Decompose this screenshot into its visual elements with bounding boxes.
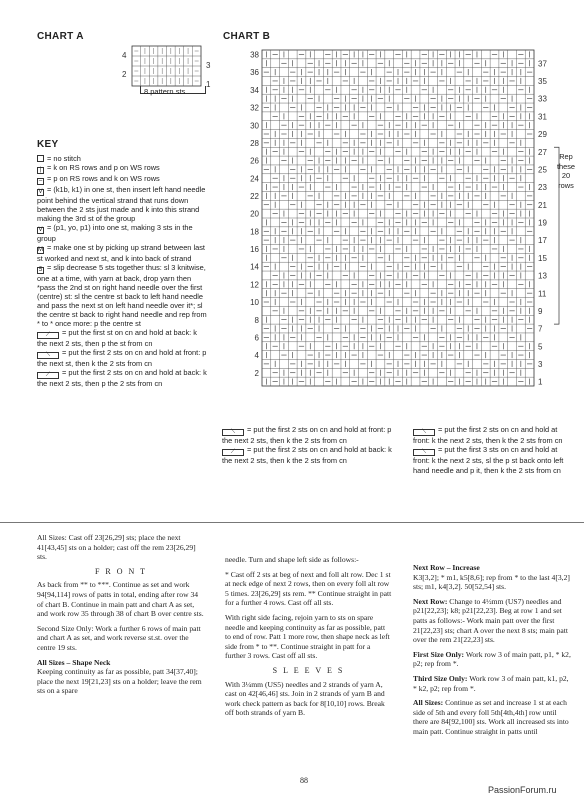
chart-b-row-number: 1: [538, 377, 543, 387]
chart-b-row-number: 8: [254, 315, 259, 325]
chart-b-row-number: 5: [538, 342, 543, 352]
chart-b: [216, 44, 584, 390]
chart-b-row-number: 12: [250, 280, 259, 290]
chart-b-row-number: 9: [538, 306, 543, 316]
chart-b-row-number: 2: [254, 368, 259, 378]
chart-b-row-number: 15: [538, 253, 547, 263]
chart-b-row-number: 27: [538, 147, 547, 157]
divider: [0, 522, 584, 523]
make-one-icon: M: [38, 247, 43, 253]
legend-item: ⟍ = put the first 2 sts on cn and hold at front: p the next 2 sts, then k the 2 sts from cn: [222, 425, 392, 445]
second-size-para: Second Size Only: Work a further 6 rows of main patt and chart A as set, and work reverse st.st. over the centre 19 sts.: [37, 623, 201, 652]
key-item: M = make one st by picking up strand between last st worked and next st, and k into back of strand: [37, 243, 205, 263]
purl-icon: –: [38, 178, 43, 184]
chart-b-row-number: 18: [250, 227, 259, 237]
key-item: | = k on RS rows and p on WS rows: [37, 163, 209, 174]
chart-b-row-number: 31: [538, 112, 547, 122]
decrease-5-icon: 5: [38, 267, 43, 273]
chart-b-row-number: 16: [250, 245, 259, 255]
cable-back-3-icon: ⟋: [37, 332, 59, 339]
chart-b-row-number: 13: [538, 271, 547, 281]
chart-a-repeat-label: 8 pattern sts: [144, 87, 186, 96]
cable-front-4k-icon: ⟍: [413, 429, 435, 436]
no-stitch-icon: [37, 155, 44, 162]
next-row-para: Next Row: Change to 4½mm (US7) needles and p21[22,23]; k8; p21[22,23]. Beg at row 1 and set patts as follows:- Work main patt over the first 21[22,23] sts; chart A over the next 8 sts; main patt over the rem 21[22,23] sts.: [413, 596, 569, 645]
first-size-para: First Size Only: Work row 3 of main patt, p1, * k2, p2; rep from *.: [413, 649, 571, 669]
key-title: KEY: [37, 139, 59, 150]
chart-b-row-number: 35: [538, 77, 547, 87]
chart-a-row-4: 4: [122, 51, 127, 60]
chart-b-row-number: 21: [538, 200, 547, 210]
shape-neck-heading: All Sizes – Shape Neck: [37, 657, 111, 667]
front-para: As back from ** to ***. Continue as set and work 94[94,114] rows of patts in total, ending after row 34 of chart B. Continue in main patt and chart A as set, and work row 35 through 38 of chart B over centre sts.: [37, 580, 204, 619]
chart-b-row-number: 26: [250, 156, 259, 166]
chart-b-title: CHART B: [223, 31, 271, 42]
front-heading: F R O N T: [94, 566, 148, 576]
key-item: V = (k1b, k1) in one st, then insert left hand needle point behind the vertical strand that runs down between the 2 sts just made and k into this strand making the 3rd st of the group: [37, 185, 206, 223]
increase-heading: Next Row – Increase: [413, 563, 480, 572]
sleeves-heading: S L E E V E S: [272, 665, 345, 675]
chart-b-row-number: 10: [250, 298, 259, 308]
chart-b-row-number: 4: [254, 351, 259, 361]
col2-para-1: needle. Turn and shape left side as follows:-: [225, 555, 359, 564]
col2-para-3: With right side facing, rejoin yarn to sts on spare needle and keeping continuity as far as possible, patt to end of row. Patt 1 more row, then shape neck as left side from * to **. Continue straight in patt for a further 3 rows. Cast off all sts.: [225, 612, 390, 661]
cable-front-5-icon: ⟍: [413, 449, 435, 456]
cable-front-4p-icon: ⟍: [222, 429, 244, 436]
chart-b-row-number: 37: [538, 59, 547, 69]
col2-para-2: * Cast off 2 sts at beg of next and foll alt row. Dec 1 st at neck edge of next 2 rows, then on every foll alt row 5 times. 23[26,29] sts rem. ** Continue straight in patt for a further 4 rows. Cast off all sts.: [225, 569, 392, 608]
knit-icon: |: [37, 167, 44, 174]
chart-b-row-number: 33: [538, 94, 547, 104]
chart-b-row-number: 34: [250, 85, 259, 95]
all-sizes-continue-para: All Sizes: Continue as set and increase 1 st at each side of 5th and every foll 5th[4th,4th] row until there are 84[92,100] sts. Work all increased sts into main patt. Continue straight in patts until: [413, 698, 569, 736]
key-item: 5 = slip decrease 5 sts together thus: sl 3 knitwise, one at a time, with yarn at back, drop yarn then *pass the 2nd st on right hand needle over the first (centre) st: sl the centre st back to left hand needle and pass the next st on left hand needle over it*; sl the centre st back to right hand needle and rep from * to * once more: p the centre st: [37, 263, 207, 328]
chart-b-row-number: 11: [538, 289, 547, 299]
chart-b-row-number: 29: [538, 130, 547, 140]
chart-a-row-3: 3: [206, 61, 211, 70]
increase-k-icon: V: [38, 189, 43, 195]
increase-para: K3[3,2]; * m1, k5[8,6]; rep from * to the last 4[3,2] sts; m1, k4[3,2]. 50[52,54] sts.: [413, 572, 570, 592]
chart-b-row-number: 6: [254, 333, 259, 343]
chart-b-row-number: 23: [538, 183, 547, 193]
chart-b-row-number: 7: [538, 324, 543, 334]
chart-b-row-number: 24: [250, 174, 259, 184]
page-number: 88: [300, 776, 308, 785]
shape-neck-para: Keeping continuity as far as possible, patt 34[37,40]; place the next 19[21,23] sts on a holder; leave the rem sts on a spare: [37, 667, 202, 696]
column-1: [37, 533, 205, 701]
legend-right: [413, 425, 573, 475]
chart-b-row-number: 14: [250, 262, 259, 272]
increase-p-icon: V: [38, 227, 43, 233]
chart-b-row-number: 25: [538, 165, 547, 175]
key-list: [37, 154, 209, 388]
third-size-para: Third Size Only: Work row 3 of main patt, k1, p2, * k2, p2; rep from *.: [413, 673, 569, 693]
chart-a-row-2: 2: [122, 70, 127, 79]
chart-b-repeat-note: Rep these 20 rows: [556, 152, 576, 190]
chart-a-title: CHART A: [37, 31, 84, 42]
watermark: PassionForum.ru: [488, 785, 557, 795]
legend-item: ⟍ = put the first 3 sts on cn and hold at front: k the next 2 sts, sl the p st back onto left hand needle and p it, then k the 2 sts from cn: [413, 445, 564, 475]
chart-b-row-number: 20: [250, 209, 259, 219]
key-item: = no stitch: [37, 154, 209, 163]
legend-item: ⟋ = put the first 2 sts on cn and hold at back: k the next 2 sts, then k the 2 sts from cn: [222, 445, 392, 466]
chart-b-row-number: 36: [250, 68, 259, 78]
column-3: [413, 563, 573, 742]
chart-b-row-number: 22: [250, 191, 259, 201]
chart-b-row-number: 30: [250, 121, 259, 131]
key-item: – = p on RS rows and k on WS rows: [38, 174, 160, 184]
chart-b-row-number: 28: [250, 138, 259, 148]
chart-b-row-number: 17: [538, 236, 547, 246]
chart-b-row-number: 19: [538, 218, 547, 228]
col2-para-4: With 3¼mm (US5) needles and 2 strands of yarn A, cast on 42[46,46] sts. Join in 2 strands of yarn B and work check pattern as back for 8[10,10] rows. Break off both strands of yarn B.: [225, 679, 385, 718]
key-item: ⟍ = put the first 2 sts on cn and hold at front: p the next st, then k the 2 sts from cn: [37, 348, 207, 368]
key-item: V = (p1, yo, p1) into one st, making 3 sts in the group: [37, 223, 193, 243]
cable-back-4k-icon: ⟋: [222, 449, 244, 456]
cable-back-4-icon: ⟋: [37, 372, 59, 379]
column-2: [225, 555, 392, 723]
chart-b-row-number: 3: [538, 359, 543, 369]
chart-b-row-number: 32: [250, 103, 259, 113]
all-sizes-para: All Sizes: Cast off 23[26,29] sts; place the next 41[43,45] sts on a holder; cast off the rem 23[26,29] sts.: [37, 533, 196, 562]
chart-b-row-number: 38: [250, 50, 259, 60]
key-item: ⟋ = put the first 2 sts on cn and hold at back: k the next 2 sts, then p the 2 sts from cn: [37, 368, 207, 388]
key-item: ⟋ = put the first st on cn and hold at back: k the next 2 sts, then p the st from cn: [37, 328, 197, 348]
legend-item: ⟍ = put the first 2 sts on cn and hold at front: k the next 2 sts, then k the 2 sts from cn: [413, 425, 563, 445]
legend-middle: [222, 425, 392, 466]
cable-front-3-icon: ⟍: [37, 352, 59, 359]
chart-a-row-1: 1: [206, 80, 211, 89]
